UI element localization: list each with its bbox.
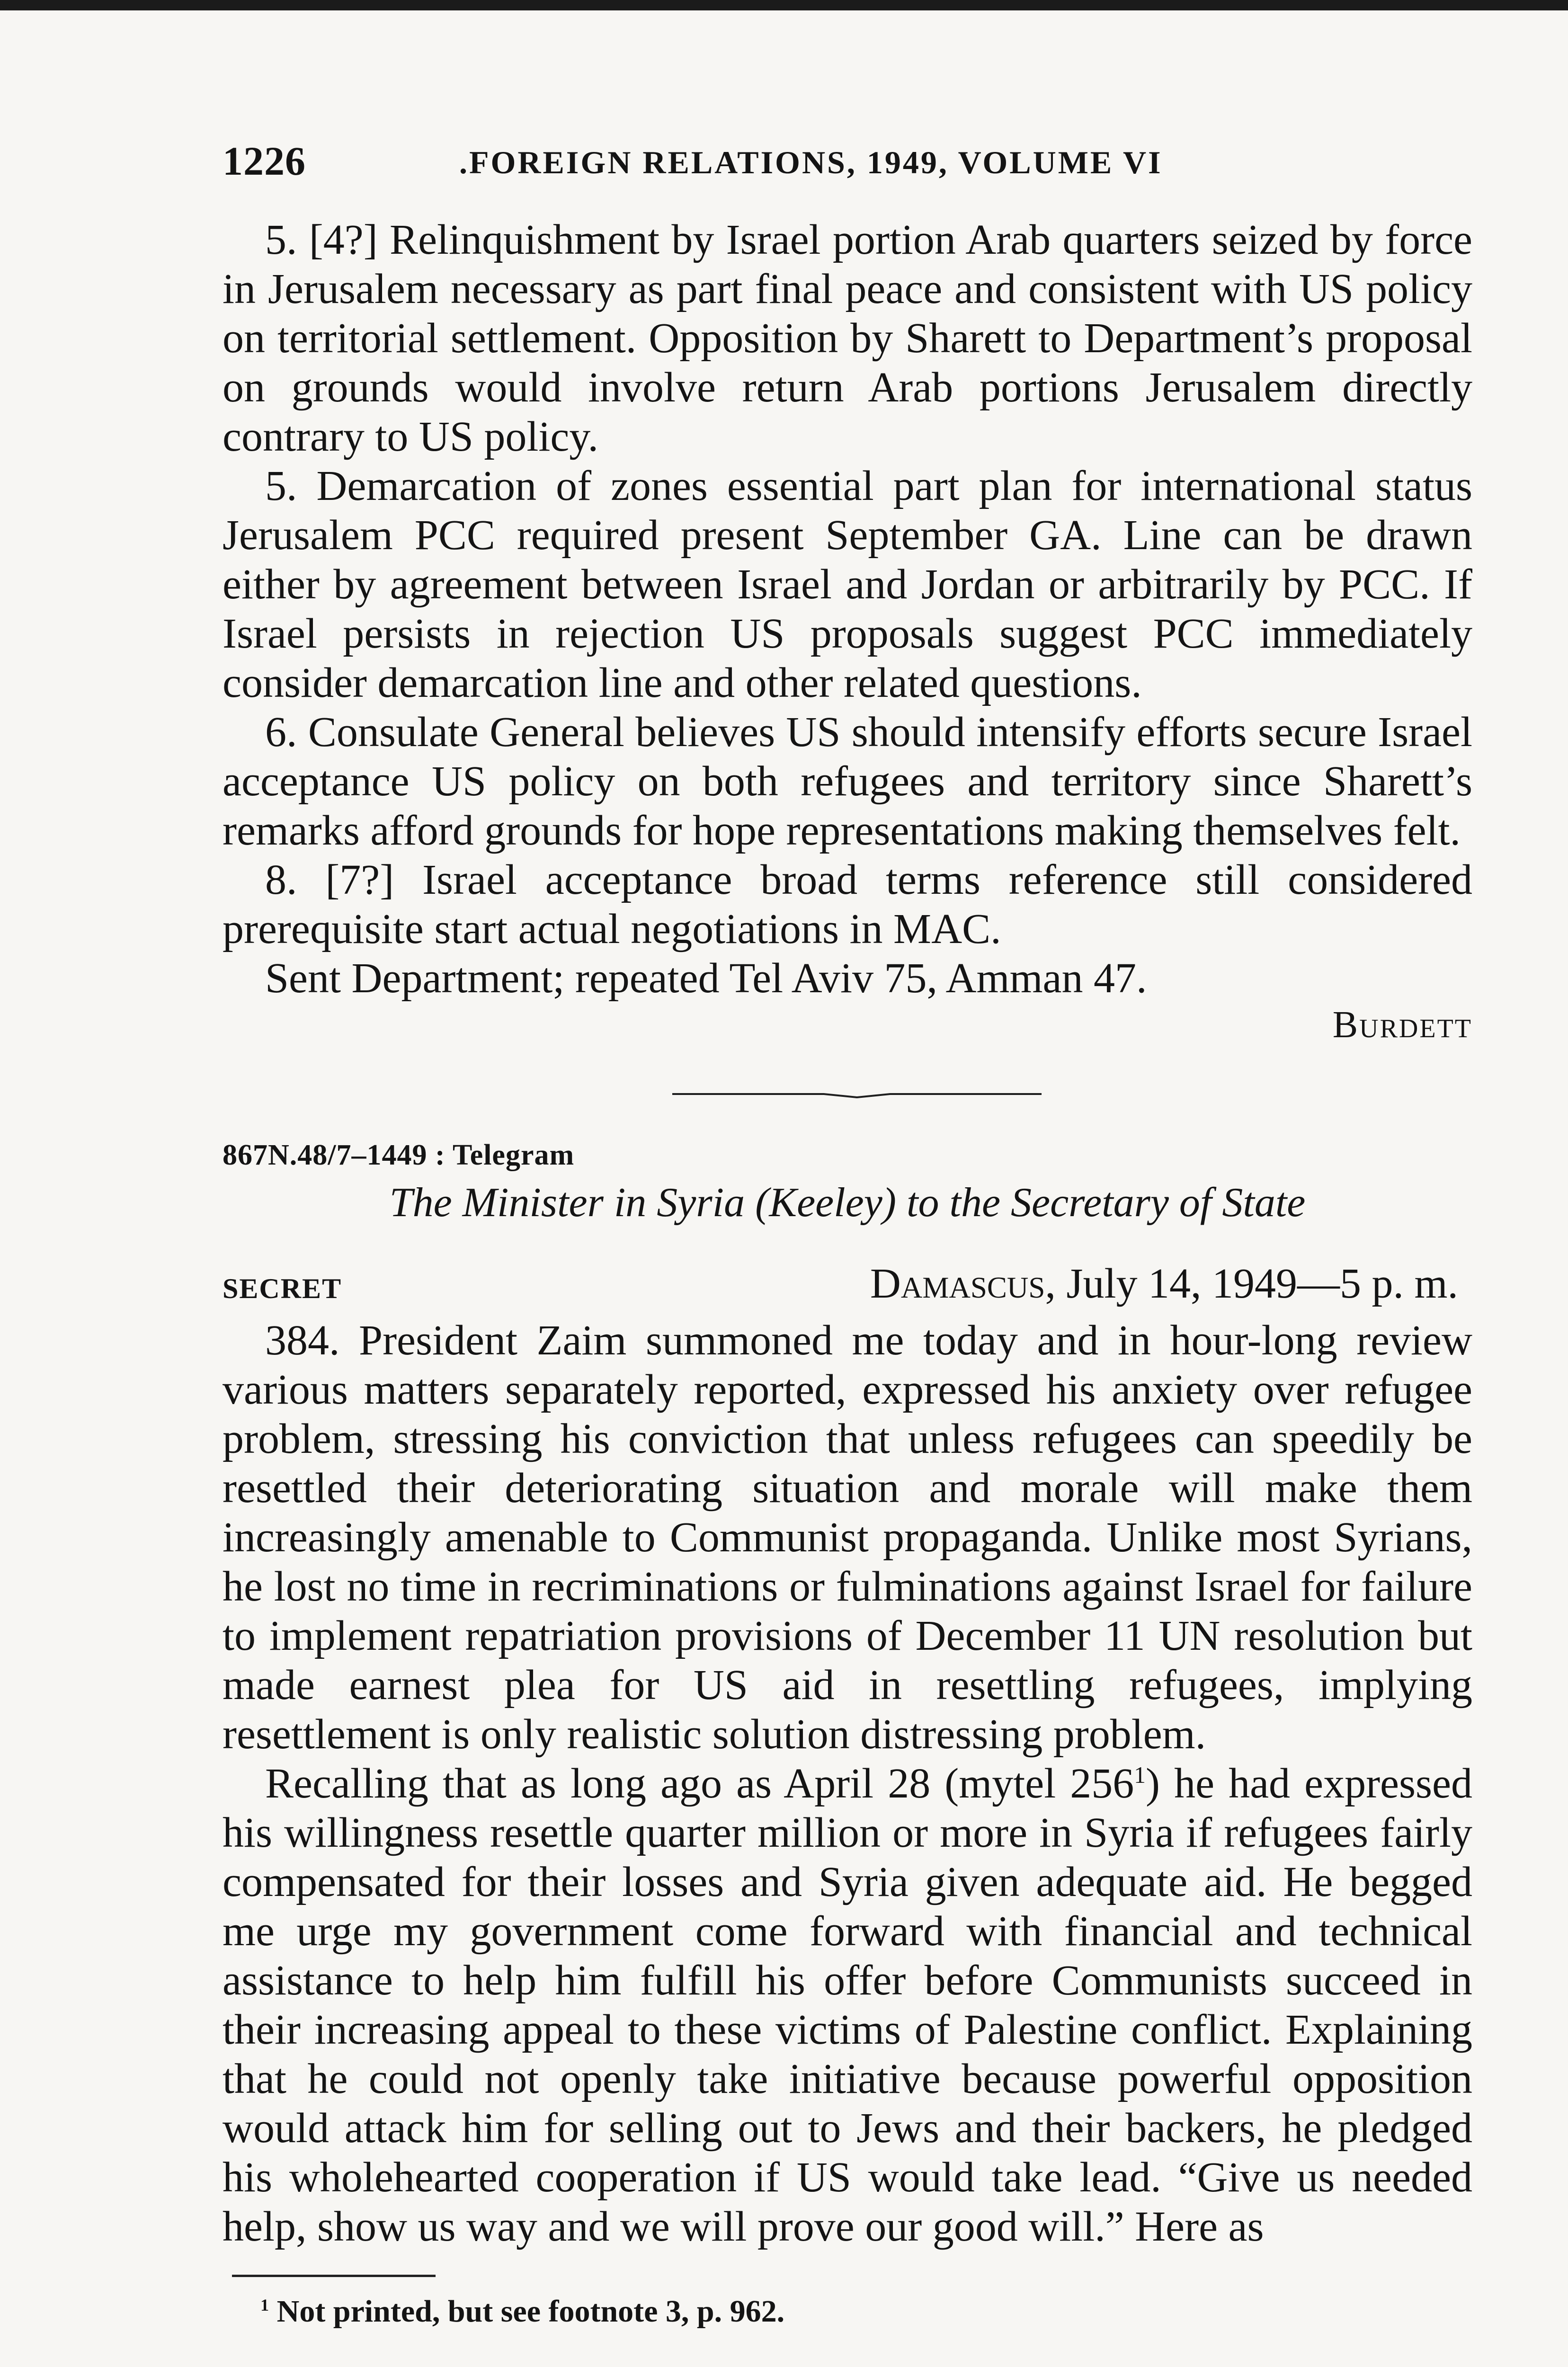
footnote-rule (232, 2275, 436, 2277)
top-border (0, 0, 1568, 10)
dateline (223, 1259, 1472, 1311)
section-syria-telegram (223, 1316, 1472, 2251)
classification-label: SECRET (223, 1273, 342, 1304)
footnote-reference: 1 (1134, 1762, 1146, 1788)
place-name: Damascus, (870, 1260, 1056, 1307)
paragraph-zaim: 384. President Zaim summoned me today and in hour-long review various matters separately reported, expressed his anxiety over refugee problem, stressing his conviction that unless refugees can speedily be resettled their deteriorating situation and morale will make them increasingly amenable to Communist propaganda. Unlike most Syrians, he lost no time in recriminations or fulminations against Israel for failure to implement repatriation provisions of December 11 UN resolution but made earnest plea for US aid in resettling refugees, implying resettlement is only realistic solution distressing problem. (223, 1317, 1472, 1758)
document-id: 867N.48/7–1449 : Telegram (223, 1139, 575, 1171)
paragraph-recalling-rest: ) he had expressed his willingness resettle quarter million or more in Syria if refugees fairly compensated for their losses and Syria given adequate aid. He begged me urge my government come forward with financial and technical assistance to help him fulfill his offer before Communists succeed in their increasing appeal to these victims of Palestine conflict. Explaining that he could not openly take initiative because powerful opposition would attack him for selling out to Jews and their backers, he pledged his wholehearted cooperation if US would take lead. “Give us needed help, show us way and we will prove our good will.” Here as (223, 1760, 1472, 2250)
paragraph-demarcation: 5. Demarcation of zones essential part plan for international status Jerusalem PCC required present September GA. Line can be drawn either by agreement between Israel and Jordan or arbitrarily by PCC. If Israel persists in rejection US proposals suggest PCC immediately consider demarcation line and other related questions. (223, 463, 1472, 706)
footnote-marker: 1 (260, 2296, 269, 2314)
section-israel-telegram (223, 215, 1472, 1050)
paragraph-acceptance: 8. [7?] Israel acceptance broad terms reference still considered prerequisite start actual negotiations in MAC. (223, 856, 1472, 952)
paragraph-sent: Sent Department; repeated Tel Aviv 75, Amman 47. (265, 955, 1147, 1002)
section-divider (672, 1089, 1042, 1099)
page-header (223, 133, 1472, 194)
page-number: 1226 (223, 138, 306, 184)
date-text: July 14, 1949—5 p. m. (1055, 1260, 1458, 1307)
paragraph-consulate: 6. Consulate General believes US should intensify efforts secure Israel acceptance US policy on both refugees and territory since Sharett’s remarks afford grounds for hope representations making themselves felt. (223, 709, 1472, 854)
paragraph-recalling (223, 1759, 1472, 2251)
paragraph-recalling-start: Recalling that as long ago as April 28 (mytel 256 (265, 1760, 1134, 1807)
footnote-text: Not printed, but see footnote 3, p. 962. (276, 2294, 785, 2329)
document-title: The Minister in Syria (Keeley) to the Secretary of State (389, 1180, 1306, 1226)
paragraph-relinquishment: 5. [4?] Relinquishment by Israel portion Arab quarters seized by force in Jerusalem necessary as part final peace and consistent with US policy on territorial settlement. Opposition by Sharett to Department’s proposal on grounds would involve return Arab portions Jerusalem directly contrary to US policy. (223, 216, 1472, 460)
running-head: .FOREIGN RELATIONS, 1949, VOLUME VI (459, 144, 1163, 180)
footnote (260, 2294, 784, 2330)
date-line (870, 1259, 1458, 1308)
signature: Burdett (1332, 1004, 1472, 1046)
